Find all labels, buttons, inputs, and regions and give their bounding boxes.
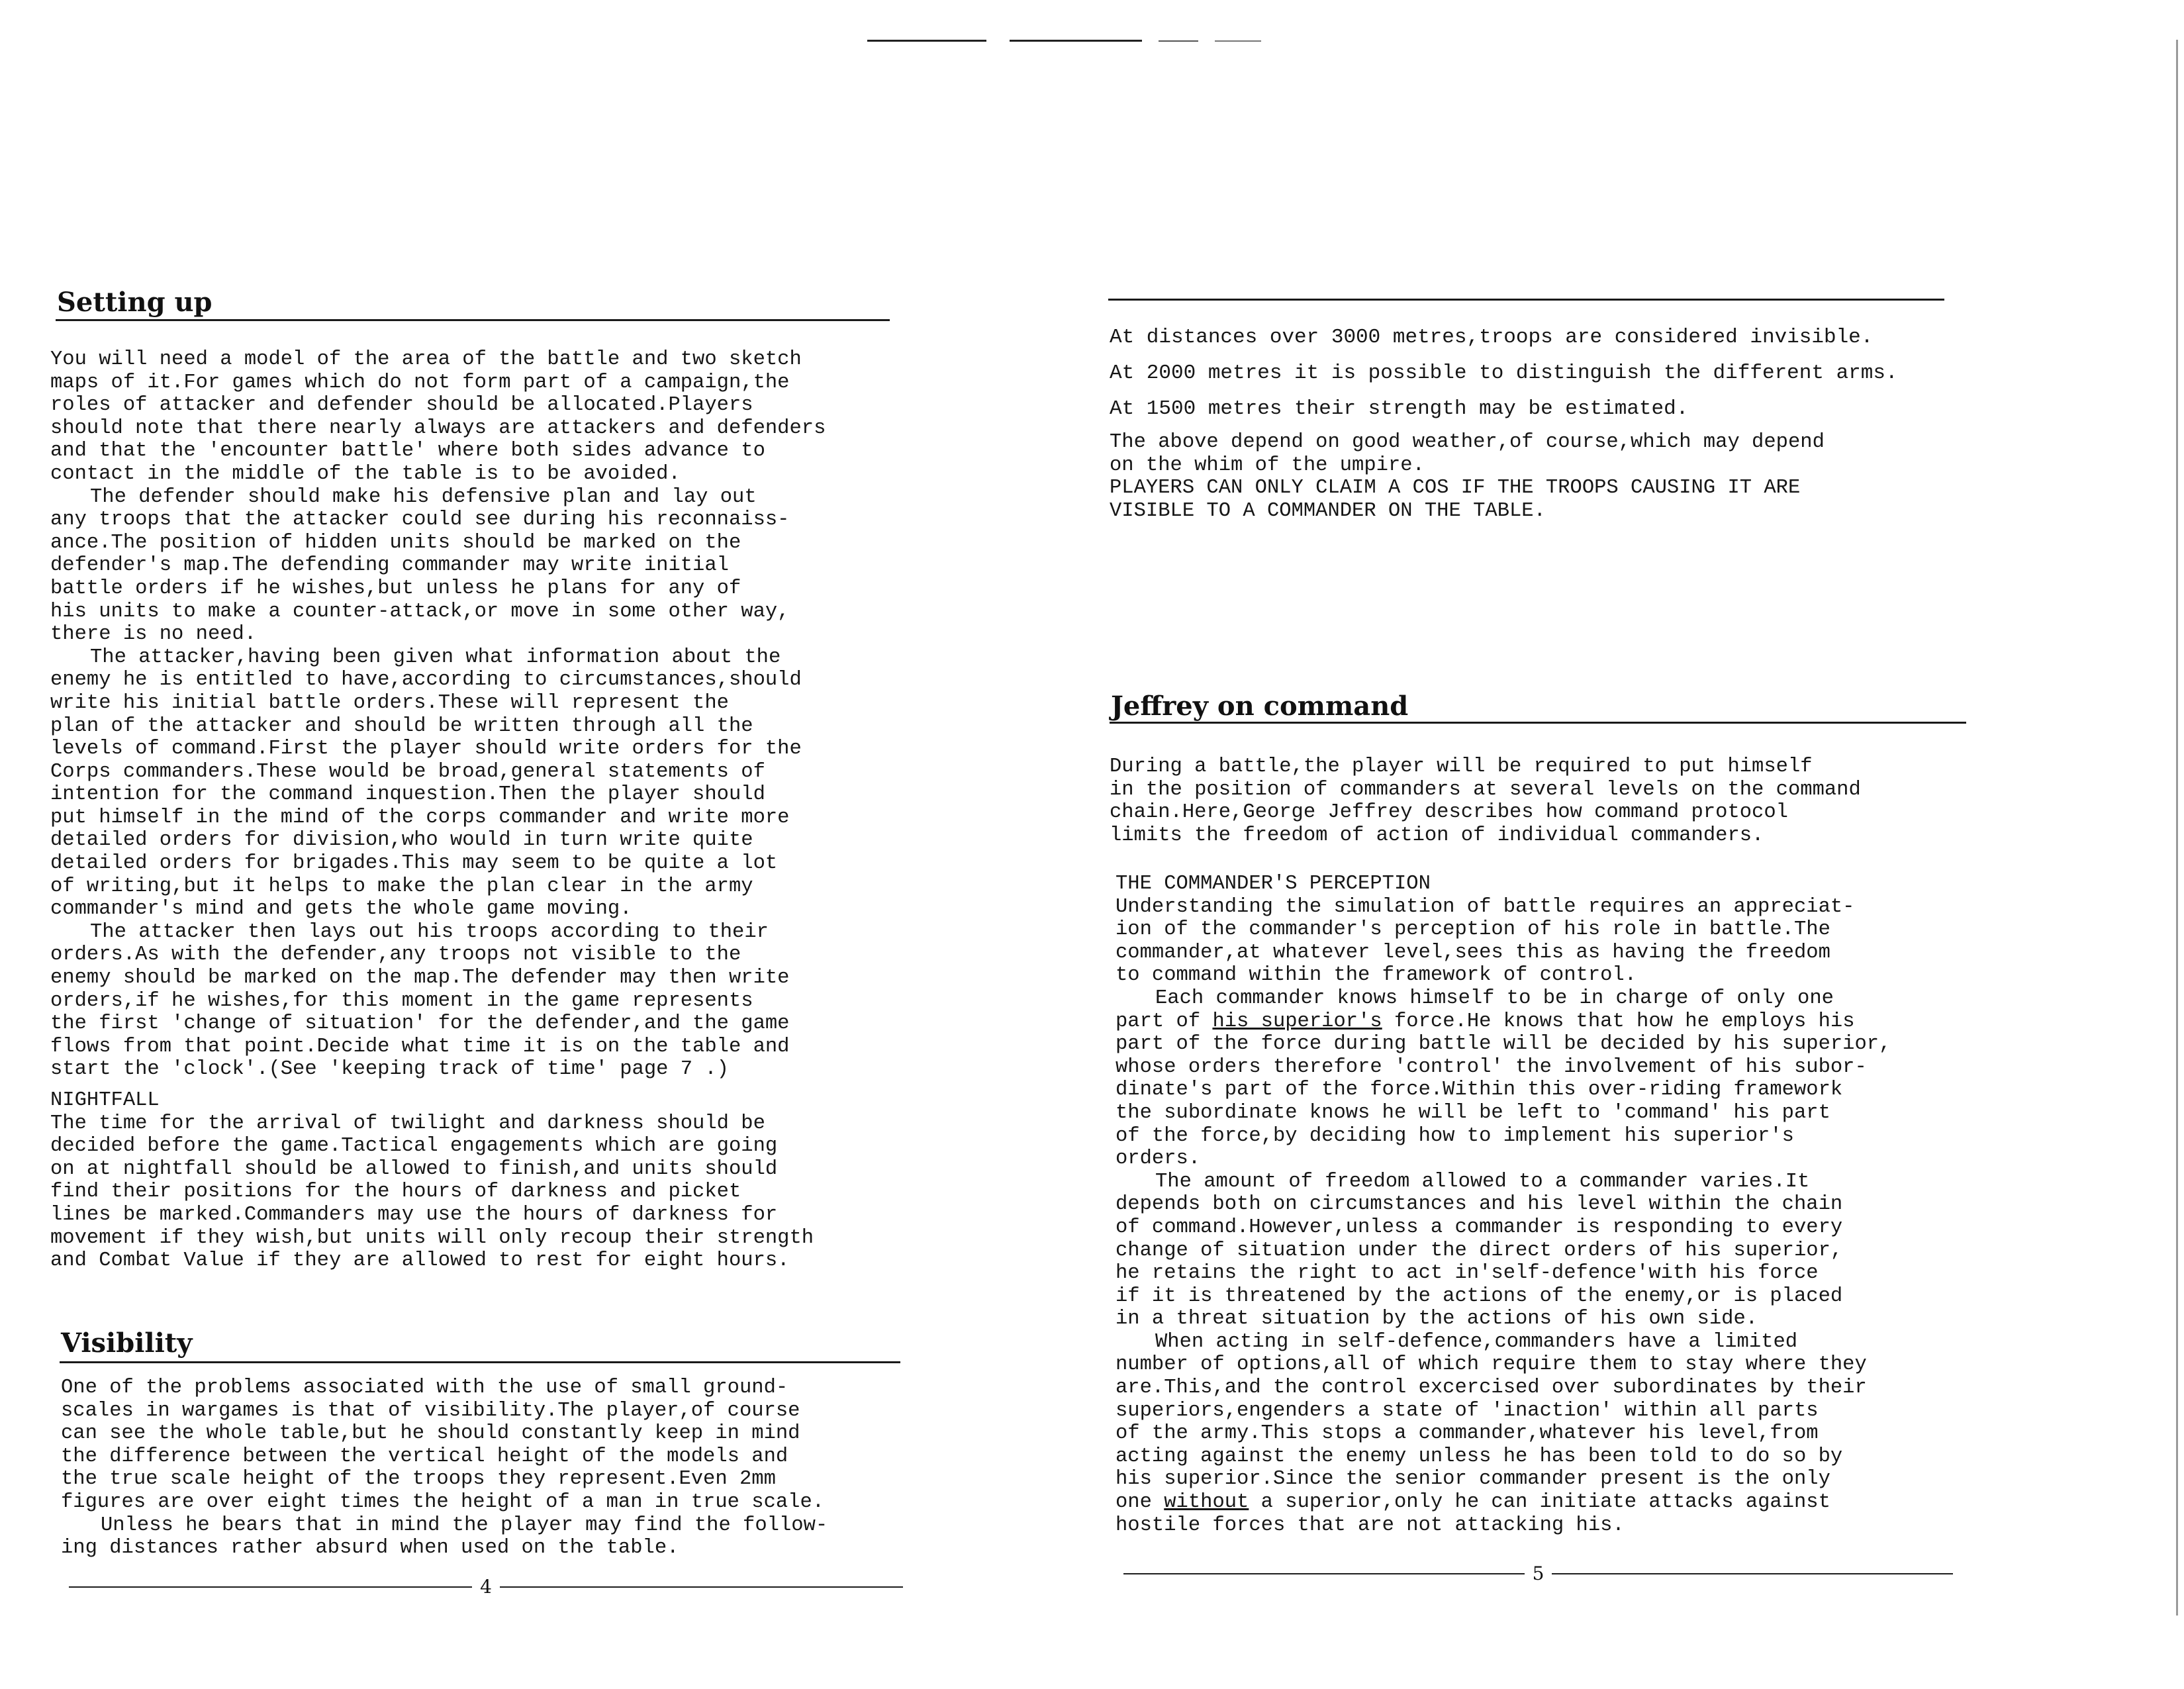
body-line: orders. (1116, 1147, 1201, 1171)
footer-rule (69, 1586, 472, 1588)
body-line: the true scale height of the troops they represent.Even 2mm (61, 1468, 776, 1491)
page-number: 4 (480, 1576, 492, 1598)
page-footer-left (69, 1578, 903, 1596)
body-line: scales in wargames is that of visibility.The player,of course (61, 1399, 800, 1422)
body-line: his units to make a counter-attack,or move in some other way, (50, 600, 790, 623)
body-line (1116, 1010, 1891, 1034)
body-line: Corps commanders.These would be broad,general statements of (50, 760, 765, 783)
underlined-text: without (1164, 1491, 1249, 1514)
visibility-item: At 1500 metres their strength may be estimated. (1110, 397, 1689, 420)
body-line: of writing,but it helps to make the plan clear in the army (50, 875, 753, 898)
footer-rule (1552, 1573, 1953, 1574)
body-line: maps of it.For games which do not form part of a campaign,the (50, 371, 790, 394)
body-line: find their positions for the hours of darkness and picket (50, 1181, 741, 1204)
body-line: depends both on circumstances and his level within the chain (1116, 1193, 1843, 1216)
body-line: decided before the game.Tactical engagements which are going (50, 1135, 778, 1158)
body-line: commander,at whatever level,sees this as having the freedom (1116, 941, 1830, 964)
body-line: superiors,engenders a state of 'inaction' within all parts (1116, 1399, 1819, 1422)
visibility-item: At 2000 metres it is possible to distinguish the different arms. (1110, 362, 1898, 385)
body-line: hostile forces that are not attacking his. (1116, 1514, 1625, 1537)
body-line: PLAYERS CAN ONLY CLAIM A COS IF THE TROOPS CAUSING IT ARE (1110, 477, 1801, 500)
nightfall-title: NIGHTFALL (50, 1089, 160, 1112)
body-line: to command within the framework of control. (1116, 964, 1637, 987)
scan-edge-mark (2176, 40, 2178, 1616)
body-line: lines be marked.Commanders may use the hours of darkness for (50, 1203, 778, 1226)
body-line: of the army.This stops a commander,whatever his level,from (1116, 1422, 1819, 1445)
body-line: When acting in self-defence,commanders have a limited (1155, 1330, 1798, 1353)
jeffrey-intro (1110, 755, 1861, 847)
body-line: of the force,by deciding how to implement his superior's (1116, 1124, 1794, 1147)
body-line: in the position of commanders at several levels on the command (1110, 778, 1861, 801)
visibility-heading: Visibility (61, 1327, 193, 1359)
body-line: ing distances rather absurd when used on the table. (61, 1537, 679, 1560)
commanders-perception (1116, 873, 1891, 1537)
body-line: detailed orders for division,who would in turn write quite (50, 829, 753, 852)
page-footer-right (1123, 1565, 1953, 1583)
body-line: The defender should make his defensive plan and lay out (90, 485, 757, 508)
body-line: You will need a model of the area of the battle and two sketch (50, 348, 802, 371)
body-line: change of situation under the direct orders of his superior, (1116, 1239, 1843, 1262)
body-line: in a threat situation by the actions of his own side. (1116, 1308, 1758, 1331)
scan-mark-top (1215, 40, 1261, 42)
body-line: and Combat Value if they are allowed to rest for eight hours. (50, 1249, 790, 1273)
body-line: levels of command.First the player should write orders for the (50, 738, 802, 761)
body-line: start the 'clock'.(See 'keeping track of time' page 7 .) (50, 1058, 729, 1081)
body-line: he retains the right to act in'self-defence'with his force (1116, 1262, 1819, 1285)
body-line: The attacker then lays out his troops according to their (90, 920, 769, 943)
jeffrey-rule (1110, 722, 1966, 724)
body-line: The time for the arrival of twilight and darkness should be (50, 1112, 765, 1135)
body-line: One of the problems associated with the use of small ground- (61, 1376, 788, 1399)
body-line: defender's map.The defending commander may write initial (50, 554, 729, 577)
underlined-text: his superior's (1212, 1010, 1382, 1033)
jeffrey-heading: Jeffrey on command (1111, 691, 1409, 722)
body-line: part of the force during battle will be decided by his superior, (1116, 1033, 1891, 1056)
body-line: limits the freedom of action of individual commanders. (1110, 824, 1764, 847)
body-line: can see the whole table,but he should constantly keep in mind (61, 1422, 800, 1445)
body-line: intention for the command inquestion.Then the player should (50, 783, 765, 806)
body-line: the subordinate knows he will be left to 'command' his part (1116, 1101, 1830, 1124)
top-rule (1108, 299, 1944, 301)
text-segment: part of (1116, 1010, 1201, 1033)
body-line: dinate's part of the force.Within this over-riding framework (1116, 1079, 1843, 1102)
body-line: movement if they wish,but units will only recoup their strength (50, 1226, 814, 1249)
body-line: contact in the middle of the table is to be avoided. (50, 462, 681, 485)
body-line: orders,if he wishes,for this moment in the game represents (50, 989, 753, 1012)
body-line: the difference between the vertical height of the models and (61, 1445, 788, 1468)
body-line: on at nightfall should be allowed to finish,and units should (50, 1157, 778, 1181)
body-line: Understanding the simulation of battle requires an appreciat- (1116, 895, 1855, 918)
body-line: write his initial battle orders.These will represent the (50, 691, 729, 714)
body-line: ion of the commander's perception of his role in battle.The (1116, 918, 1830, 941)
body-line: The above depend on good weather,of course,which may depend (1110, 431, 1825, 454)
body-line: orders.As with the defender,any troops not visible to the (50, 943, 741, 967)
body-line: any troops that the attacker could see during his reconnaiss- (50, 508, 790, 532)
body-line: The amount of freedom allowed to a commander varies.It (1155, 1170, 1810, 1193)
body-line: plan of the attacker and should be written through all the (50, 714, 753, 738)
section-title: THE COMMANDER'S PERCEPTION (1116, 873, 1431, 895)
visibility-note (1110, 431, 1825, 522)
body-line: on the whim of the umpire. (1110, 454, 1425, 477)
body-line: number of options,all of which require them to stay where they (1116, 1353, 1867, 1376)
body-line: if it is threatened by the actions of the enemy,or is placed (1116, 1284, 1843, 1308)
scan-mark-top (867, 40, 986, 42)
text-segment: one (1116, 1491, 1152, 1514)
text-segment: a superior,only he can initiate attacks against (1260, 1491, 1830, 1514)
body-line: his superior.Since the senior commander present is the only (1116, 1468, 1830, 1491)
setting-up-rule (56, 319, 890, 321)
body-line: enemy he is entitled to have,according to circumstances,should (50, 669, 802, 692)
body-line: VISIBLE TO A COMMANDER ON THE TABLE. (1110, 499, 1546, 522)
body-line: and that the 'encounter battle' where both sides advance to (50, 440, 765, 463)
footer-rule (1123, 1573, 1525, 1574)
body-line: figures are over eight times the height of a man in true scale. (61, 1490, 825, 1514)
body-line: ance.The position of hidden units should be marked on the (50, 531, 741, 554)
scan-mark-top (1010, 40, 1142, 42)
visibility-body (61, 1376, 828, 1560)
page-number: 5 (1532, 1563, 1544, 1584)
body-line: commander's mind and gets the whole game moving. (50, 898, 632, 921)
text-segment: force.He knows that how he employs his (1394, 1010, 1855, 1033)
body-line: The attacker,having been given what information about the (90, 646, 781, 669)
setting-up-heading: Setting up (57, 287, 213, 318)
body-line: whose orders therefore 'control' the involvement of his subor- (1116, 1055, 1867, 1079)
visibility-rule (60, 1361, 900, 1363)
body-line: roles of attacker and defender should be allocated.Players (50, 394, 753, 417)
body-line: the first 'change of situation' for the defender,and the game (50, 1012, 790, 1036)
body-line: put himself in the mind of the corps commander and write more (50, 806, 790, 829)
body-line: chain.Here,George Jeffrey describes how command protocol (1110, 801, 1788, 824)
body-line: there is no need. (50, 623, 257, 646)
body-line: battle orders if he wishes,but unless he plans for any of (50, 577, 741, 600)
body-line: are.This,and the control excercised over subordinates by their (1116, 1376, 1867, 1400)
visibility-item: At distances over 3000 metres,troops are considered invisible. (1110, 326, 1874, 349)
body-line: Unless he bears that in mind the player may find the follow- (101, 1514, 828, 1537)
body-line: flows from that point.Decide what time it is on the table and (50, 1035, 790, 1058)
body-line: acting against the enemy unless he has been told to do so by (1116, 1445, 1843, 1468)
body-line: detailed orders for brigades.This may seem to be quite a lot (50, 852, 778, 875)
right-page (1092, 0, 2184, 1689)
body-line (1116, 1491, 1891, 1514)
setting-up-body (50, 348, 826, 1273)
scan-mark-top (1159, 40, 1198, 42)
body-line: should note that there nearly always are attackers and defenders (50, 416, 826, 440)
body-line: Each commander knows himself to be in charge of only one (1155, 987, 1834, 1010)
body-line: of command.However,unless a commander is responding to every (1116, 1216, 1843, 1239)
visibility-distance-list (1110, 326, 1898, 433)
footer-rule (500, 1586, 903, 1588)
body-line: During a battle,the player will be required to put himself (1110, 755, 1813, 778)
body-line: enemy should be marked on the map.The defender may then write (50, 967, 790, 990)
